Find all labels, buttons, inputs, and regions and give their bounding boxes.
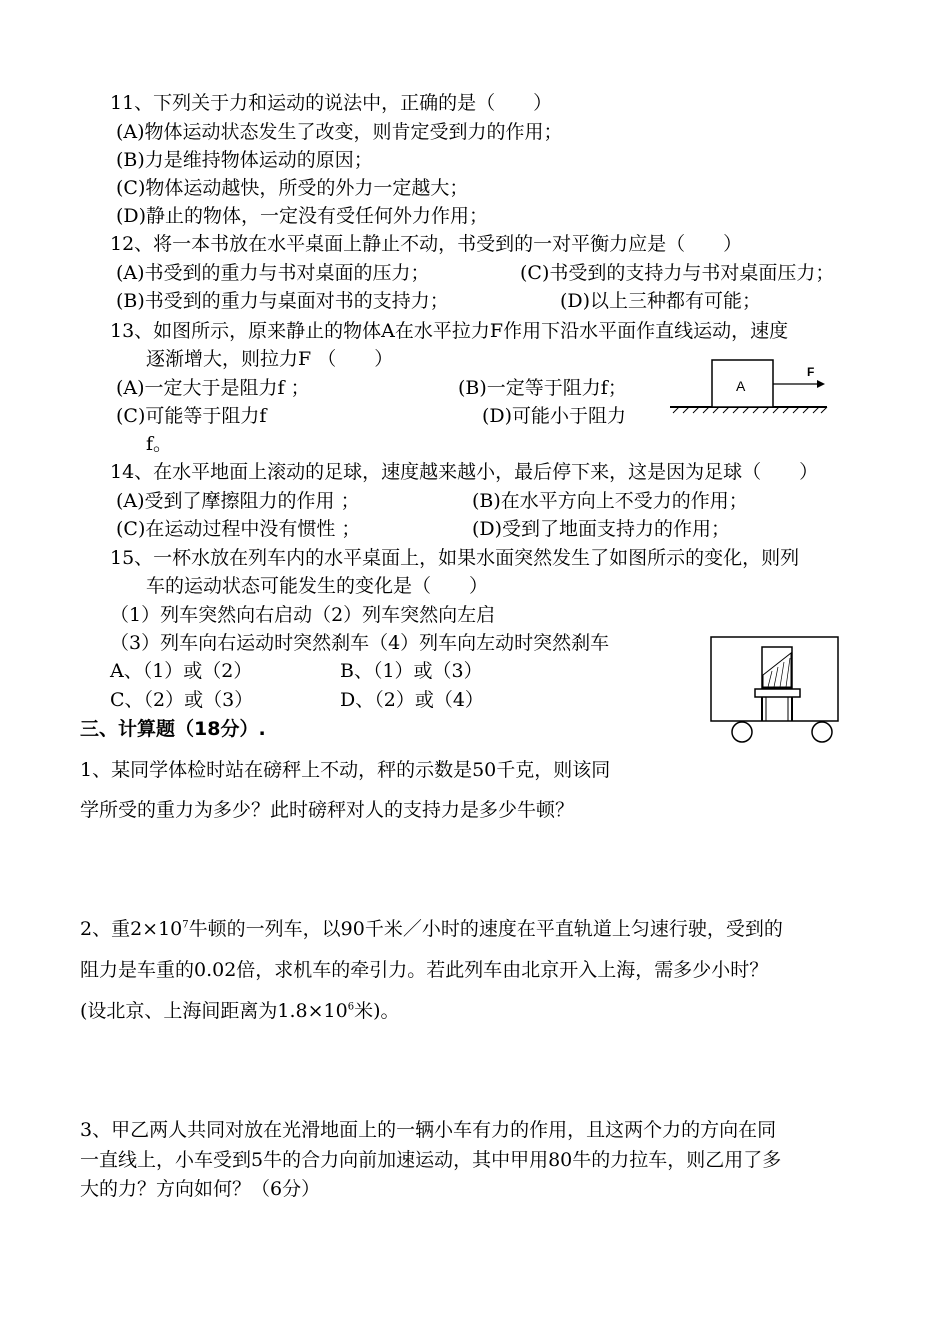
force-label: F: [807, 365, 815, 379]
q13-option-a: (A)一定大于是阻力f ；: [116, 377, 310, 399]
q15-case-1-2: （1）列车突然向右启动（2）列车突然向左启: [110, 604, 496, 626]
q15-stem-line2: 车的运动状态可能发生的变化是（ ）: [146, 575, 489, 597]
q13-stem-line1: 13、如图所示，原来静止的物体A在水平拉力F作用下沿水平面作直线运动，速度: [110, 320, 789, 342]
q15-option-a: A、（1）或（2）: [110, 660, 253, 682]
q13-stem-line2: 逐渐增大，则拉力F （ ）: [146, 348, 394, 370]
q11-stem: 11、下列关于力和运动的说法中，正确的是（ ）: [110, 92, 553, 114]
wheel-left: [732, 722, 752, 742]
calc-2-line2: 阻力是车重的0.02倍，求机车的牵引力。若此列车由北京开入上海，需多少小时？: [80, 959, 769, 981]
q11-option-a: (A)物体运动状态发生了改变，则肯定受到力的作用；: [116, 121, 563, 143]
q15-option-b: B、（1）或（3）: [340, 660, 483, 682]
q14-option-b: (B)在水平方向上不受力的作用；: [472, 490, 748, 512]
q13-option-c: (C)可能等于阻力f: [116, 405, 267, 427]
section-3-title: 三、计算题（18分）.: [80, 718, 266, 740]
q12-option-b: (B)书受到的重力与桌面对书的支持力；: [116, 290, 449, 312]
q15-figure: [706, 633, 846, 745]
q15-option-c: C、（2）或（3）: [110, 689, 254, 711]
calc-1-line1: 1、某同学体检时站在磅秤上不动，秤的示数是50千克，则该同: [80, 759, 611, 781]
q15-stem-line1: 15、一杯水放在列车内的水平桌面上，如果水面突然发生了如图所示的变化，则列: [110, 547, 800, 569]
q12-stem: 12、将一本书放在水平桌面上静止不动，书受到的一对平衡力应是（ ）: [110, 233, 743, 255]
q14-option-c: (C)在运动过程中没有惯性 ；: [116, 518, 361, 540]
q13-option-b: (B)一定等于阻力f；: [458, 377, 627, 399]
block-label: A: [736, 378, 746, 394]
q11-option-d: (D)静止的物体，一定没有受任何外力作用；: [116, 205, 489, 227]
q12-option-c: (C)书受到的支持力与书对桌面压力；: [520, 262, 835, 284]
calc-3-line3: 大的力？方向如何？（6分）: [80, 1178, 321, 1200]
q11-option-b: (B)力是维持物体运动的原因；: [116, 149, 373, 171]
q13-figure: [665, 355, 835, 415]
q14-option-d: (D)受到了地面支持力的作用；: [472, 518, 731, 540]
q12-option-a: (A)书受到的重力与书对桌面的压力；: [116, 262, 430, 284]
q13-option-d: (D)可能小于阻力: [482, 405, 627, 427]
calc-3-line2: 一直线上，小车受到5牛的合力向前加速运动，其中甲用80牛的力拉车，则乙用了多: [80, 1149, 782, 1171]
table-top: [755, 689, 800, 697]
q15-case-3-4: （3）列车向右运动时突然刹车（4）列车向左动时突然刹车: [110, 632, 610, 654]
q15-option-d: D、（2）或（4）: [340, 689, 484, 711]
calc-2-line1: 2、重$2\times 10^7$牛顿的一列车，以90千米／小时的速度在平直轨道上匀速行驶，受到的: [80, 918, 783, 940]
arrow-head: [817, 380, 825, 388]
calc-1-line2: 学所受的重力为多少？此时磅秤对人的支持力是多少牛顿？: [80, 799, 575, 821]
q14-option-a: (A)受到了摩擦阻力的作用 ；: [116, 490, 360, 512]
wheel-right: [812, 722, 832, 742]
q14-stem: 14、在水平地面上滚动的足球，速度越来越小，最后停下来，这是因为足球（ ）: [110, 461, 819, 483]
q11-option-c: (C)物体运动越快，所受的外力一定越大；: [116, 177, 469, 199]
calc-3-line1: 3、甲乙两人共同对放在光滑地面上的一辆小车有力的作用，且这两个力的方向在同: [80, 1119, 777, 1141]
q12-option-d: (D)以上三种都有可能；: [560, 290, 762, 312]
calc-2-line3: (设北京、上海间距离为$1.8\times 10^6$米)。: [80, 1000, 400, 1022]
q13-option-d-continued: f。: [146, 433, 173, 455]
